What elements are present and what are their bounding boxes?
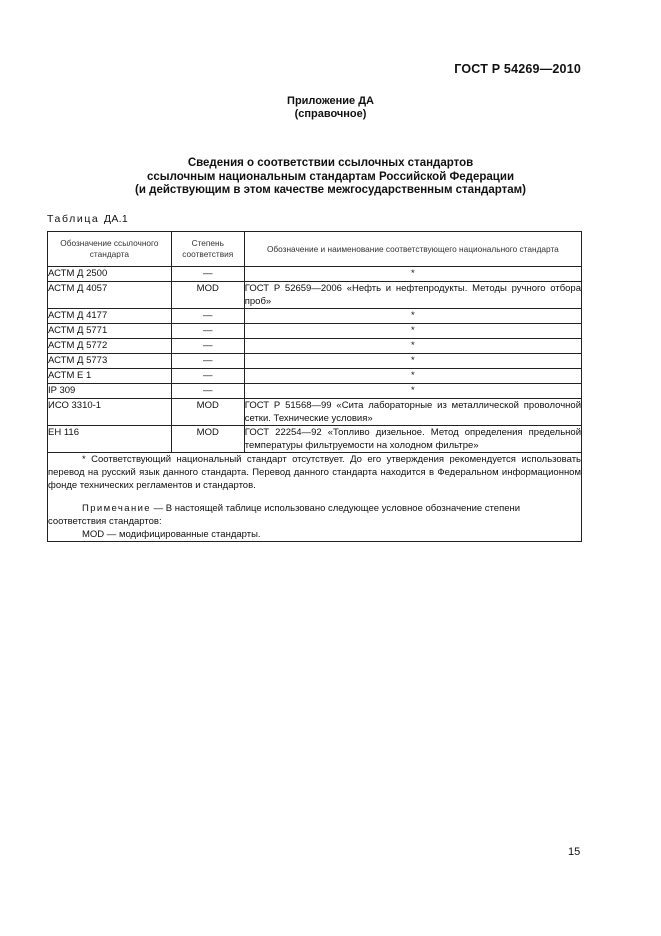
cell-national: * (244, 324, 581, 339)
table-row (48, 369, 582, 384)
table-row (48, 426, 582, 453)
note-mod-definition: MOD — модифицированные стандарты. (82, 529, 261, 540)
cell-ref: АСТМ Д 5771 (48, 324, 172, 339)
annex-heading (0, 95, 661, 121)
cell-ref: АСТМ Е 1 (48, 369, 172, 384)
cell-degree: — (171, 354, 244, 369)
header-national-standard: Обозначение и наименование соответствующего национального стандарта (244, 232, 581, 267)
table-row (48, 324, 582, 339)
header-degree: Степень соответствия (171, 232, 244, 267)
document-code: ГОСТ Р 54269—2010 (454, 62, 581, 76)
header-ref-standard: Обозначение ссылочного стандарта (48, 232, 172, 267)
table-row (48, 282, 582, 309)
cell-ref: ИСО 3310-1 (48, 399, 172, 426)
footnote: * Соответствующий национальный стандарт отсутствует. До его утверждения рекомендуется использовать перевод на русский язык данного стандарта. Перевод данного стандарта находится в Федеральном информационном фонде технических регламентов и стандартов. (48, 454, 581, 491)
cell-degree: MOD (171, 426, 244, 453)
table-row (48, 267, 582, 282)
table-caption-number: ДА.1 (103, 213, 128, 225)
title-line-1: Сведения о соответствии ссылочных стандартов (187, 157, 474, 169)
table-notes-row (48, 453, 582, 542)
cell-degree: — (171, 324, 244, 339)
section-title (0, 157, 661, 198)
table-caption-label: Таблица (47, 213, 100, 225)
table-row (48, 399, 582, 426)
cell-national: ГОСТ Р 51568—99 «Сита лабораторные из металлической проволочной сетки. Технические условия» (244, 400, 581, 424)
table-caption (47, 213, 128, 225)
cell-degree: MOD (171, 399, 244, 426)
annex-title: Приложение ДА (287, 95, 374, 107)
note (48, 502, 581, 528)
cell-national: * (244, 309, 581, 324)
cell-national: * (244, 369, 581, 384)
cell-ref: АСТМ Д 5773 (48, 354, 172, 369)
table-row (48, 309, 582, 324)
cell-national: * (244, 339, 581, 354)
annex-subtitle: (справочное) (294, 108, 367, 120)
cell-degree: — (171, 309, 244, 324)
cell-national: * (244, 267, 581, 282)
cell-ref: ЕН 116 (48, 426, 172, 453)
cell-degree: — (171, 339, 244, 354)
note-label: Примечание (82, 503, 151, 514)
cell-national: * (244, 354, 581, 369)
cell-national: * (244, 384, 581, 399)
table-header-row (48, 232, 582, 267)
cell-ref: АСТМ Д 5772 (48, 339, 172, 354)
table-row (48, 339, 582, 354)
cell-ref: АСТМ Д 4057 (48, 282, 172, 309)
cell-degree: — (171, 369, 244, 384)
title-line-2: ссылочным национальным стандартам Российской Федерации (146, 170, 515, 183)
table-notes (48, 453, 582, 542)
cell-degree: MOD (171, 282, 244, 309)
cell-national: ГОСТ Р 52659—2006 «Нефть и нефтепродукты. Методы ручного отбора проб» (244, 283, 581, 307)
cell-ref: АСТМ Д 4177 (48, 309, 172, 324)
cell-national: ГОСТ 22254—92 «Топливо дизельное. Метод определения предельной температуры фильтруемости на холодном фильтре» (244, 427, 581, 451)
page-number: 15 (568, 846, 581, 858)
cell-ref: АСТМ Д 2500 (48, 267, 172, 282)
table-row (48, 384, 582, 399)
table-row (48, 354, 582, 369)
cell-degree: — (171, 384, 244, 399)
note-text: — В настоящей таблице использовано следующее условное обозначение степени соответствия стандартов: (48, 503, 521, 527)
cell-ref: IP 309 (48, 384, 172, 399)
cell-degree: — (171, 267, 244, 282)
correspondence-table (47, 231, 582, 542)
title-line-3: (и действующим в этом качестве межгосударственным стандартам) (135, 184, 526, 196)
